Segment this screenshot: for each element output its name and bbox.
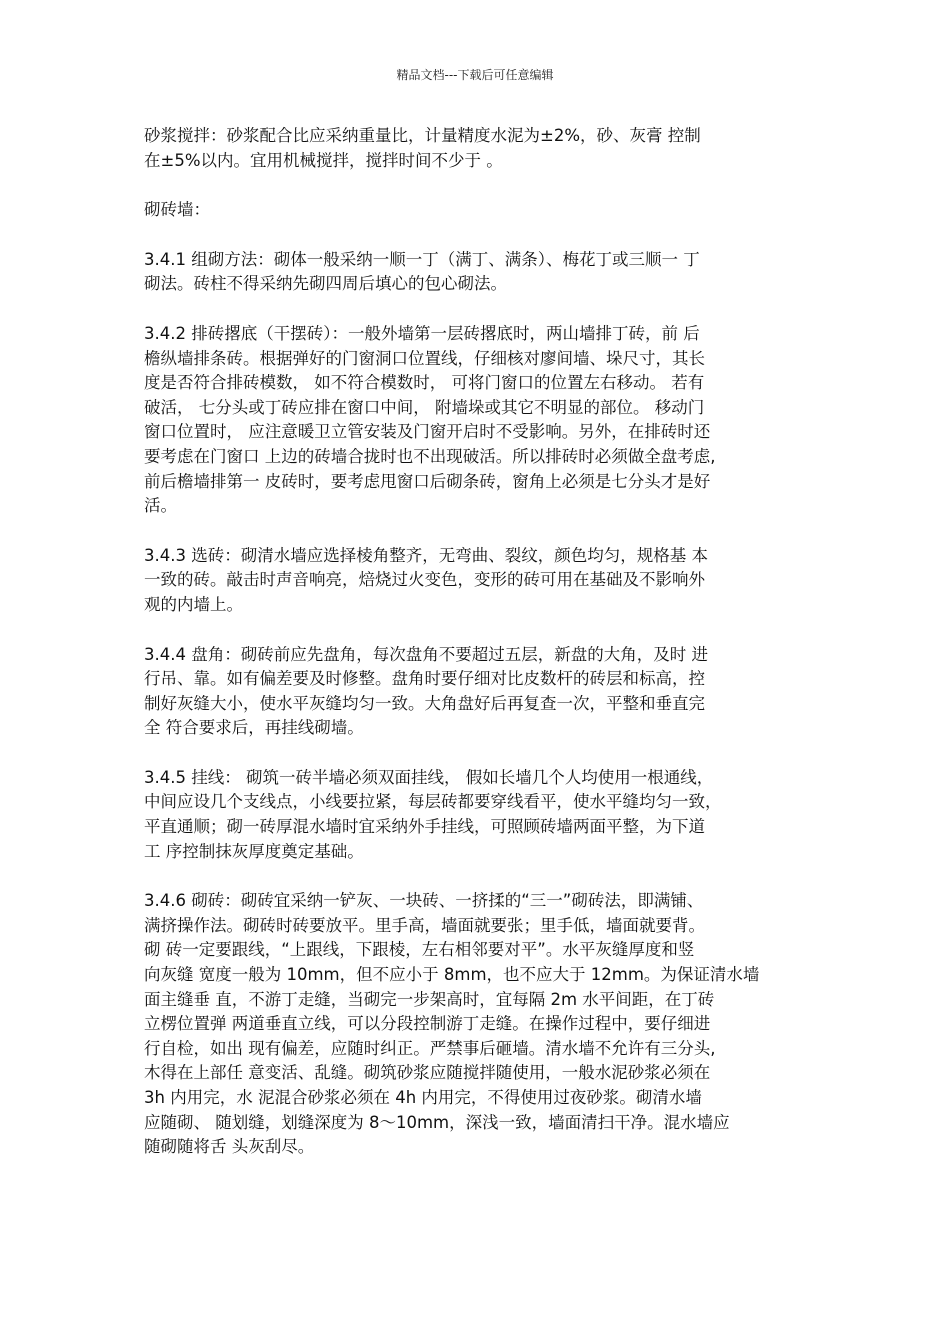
paragraph-3-4-5: 3.4.5 挂线： 砌筑一砖半墙必须双面挂线， 假如长墙几个人均使用一根通线， 中间应设几个支线点，小线要拉紧，每层砖都要穿线看平，使水平缝均匀一致， 平直通顺；砌一砖厚混水墙时宜采纳外手挂线，可照顾砖墙两面平整，为下道 工 序控制抹灰厚度奠定基础。	[144, 767, 722, 861]
paragraph-3-4-1: 3.4.1 组砌方法：砌体一般采纳一顺一丁（满丁、满条）、梅花丁或三顺一 丁 砌法。砖柱不得采纳先砌四周后填心的包心砌法。	[144, 249, 700, 294]
document-body	[144, 124, 814, 1160]
paragraph-mortar-mixing: 砂浆搅拌：砂浆配合比应采纳重量比，计量精度水泥为±2%，砂、灰膏 控制 在±5%以内。宜用机械搅拌，搅拌时间不少于 。	[144, 126, 701, 170]
section-heading-brick-wall: 砌砖墙：	[144, 200, 210, 220]
paragraph-3-4-3: 3.4.3 选砖：砌清水墙应选择棱角整齐，无弯曲、裂纹，颜色均匀，规格基 本 一致的砖。敲击时声音响亮，焙烧过火变色，变形的砖可用在基础及不影响外 观的内墙上。	[144, 545, 708, 614]
page-header-note: 精品文档---下载后可任意编辑	[396, 68, 554, 82]
paragraph-3-4-4: 3.4.4 盘角：砌砖前应先盘角，每次盘角不要超过五层，新盘的大角，及时 进 行吊、靠。如有偏差要及时修整。盘角时要仔细对比皮数杆的砖层和标高，控 制好灰缝大小，使水平灰缝均匀一致。大角盘好后再复查一次，平整和垂直完 全 符合要求后，再挂线砌墙。	[144, 644, 708, 738]
paragraph-3-4-6: 3.4.6 砌砖：砌砖宜采纳一铲灰、一块砖、一挤揉的“三一”砌砖法，即满铺、 满挤操作法。砌砖时砖要放平。里手高，墙面就要张；里手低，墙面就要背。 砌 砖一定要跟线，“上跟线，下跟棱，左右相邻要对平”。水平灰缝厚度和竖 向灰缝 宽度一般为 10mm，但不应小于 8mm，也不应大于 12mm。为保证清水墙 面主缝垂 直，不游丁走缝，当砌完一步架高时，宜每隔 2m 水平间距，在丁砖 立楞位置弹 两道垂直立线，可以分段控制游丁走缝。在操作过程中，要仔细进 行自检，如出 现有偏差，应随时纠正。严禁事后砸墙。清水墙不允许有三分头, 木得在上部任 意变活、乱缝。砌筑砂浆应随搅拌随使用，一般水泥砂浆必须在 3h 内用完，水 泥混合砂浆必须在 4h 内用完，不得使用过夜砂浆。砌清水墙 应随砌、 随划缝，划缝深度为 8～10mm，深浅一致，墙面清扫干净。混水墙应 随砌随将舌 头灰刮尽。	[144, 891, 760, 1157]
paragraph-3-4-2: 3.4.2 排砖撂底（干摆砖）：一般外墙第一层砖撂底时，两山墙排丁砖，前 后 檐纵墙排条砖。根据弹好的门窗洞口位置线，仔细核对廖间墙、垛尺寸，其长 度是否符合排砖模数， 如不符合模数时， 可将门窗口的位置左右移动。 若有 破活， 七分头或丁砖应排在窗口中间， 附墙垛或其它不明显的部位。 移动门 窗口位置时， 应注意暖卫立管安装及门窗开启时不受影响。另外，在排砖时还 要考虑在门窗口 上边的砖墙合拢时也不出现破活。所以排砖时必须做全盘考虑, 前后檐墙排第一 皮砖时，要考虑甩窗口后砌条砖，窗角上必须是七分头才是好 活。	[144, 323, 716, 516]
